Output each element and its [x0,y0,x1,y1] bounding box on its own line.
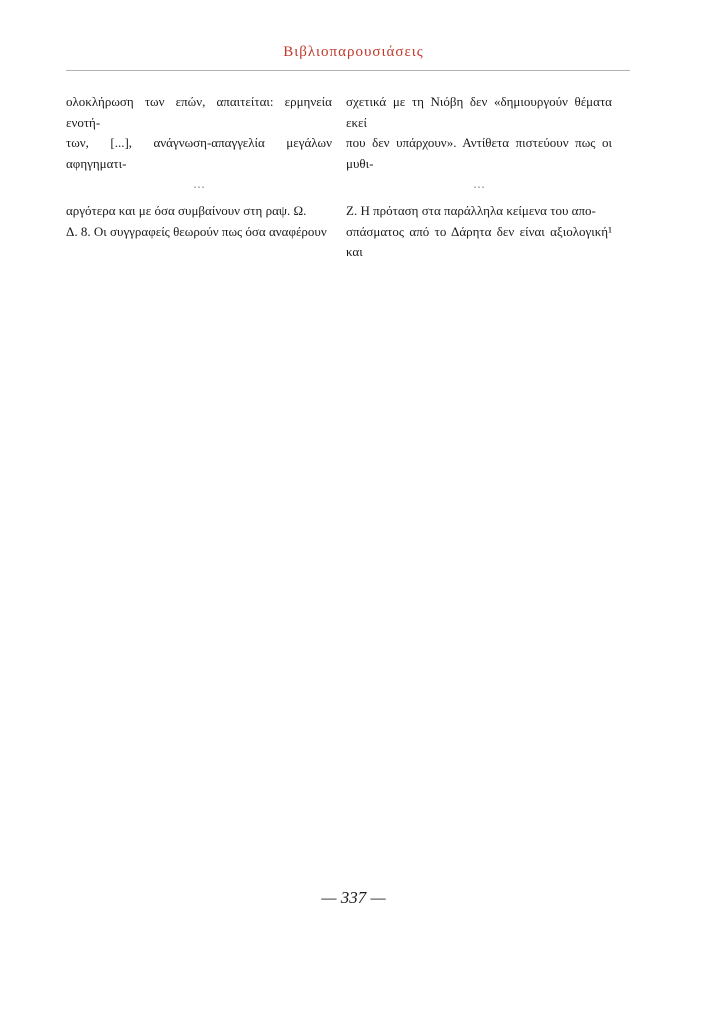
header-rule [66,70,630,71]
right-line-last-2: σπάσματος από το Δάρητα δεν είναι αξιολογική¹ και [346,223,612,260]
page-number: — 337 — [321,888,386,907]
right-line-last-1: Ζ. Η πρόταση στα παράλληλα κείμενα του απο- [346,202,596,218]
right-ellipsis: ⋯ [473,180,485,195]
left-line-last-1: αργότερα και με όσα συμβαίνουν στη ραψ. Ω. [66,202,307,218]
left-ellipsis: ⋯ [193,180,205,195]
left-line-2: των, [...], ανάγνωση-απαγγελία μεγάλων αφηγηματι- [66,135,332,171]
left-line-1: ολοκλήρωση των επών, απαιτείται: ερμηνεία ενοτή- [66,94,332,130]
running-header: Βιβλιοπαρουσιάσεις [283,44,424,60]
left-column [66,92,332,242]
right-column [346,92,612,263]
right-line-2: που δεν υπάρχουν». Αντίθετα πιστεύουν πως οι μυθι- [346,135,612,171]
left-line-last-2: Δ. 8. Οι συγγραφείς θεωρούν πως όσα αναφέρουν [66,223,327,239]
right-line-1: σχετικά με τη Νιόβη δεν «δημιουργούν θέματα εκεί [346,94,612,130]
